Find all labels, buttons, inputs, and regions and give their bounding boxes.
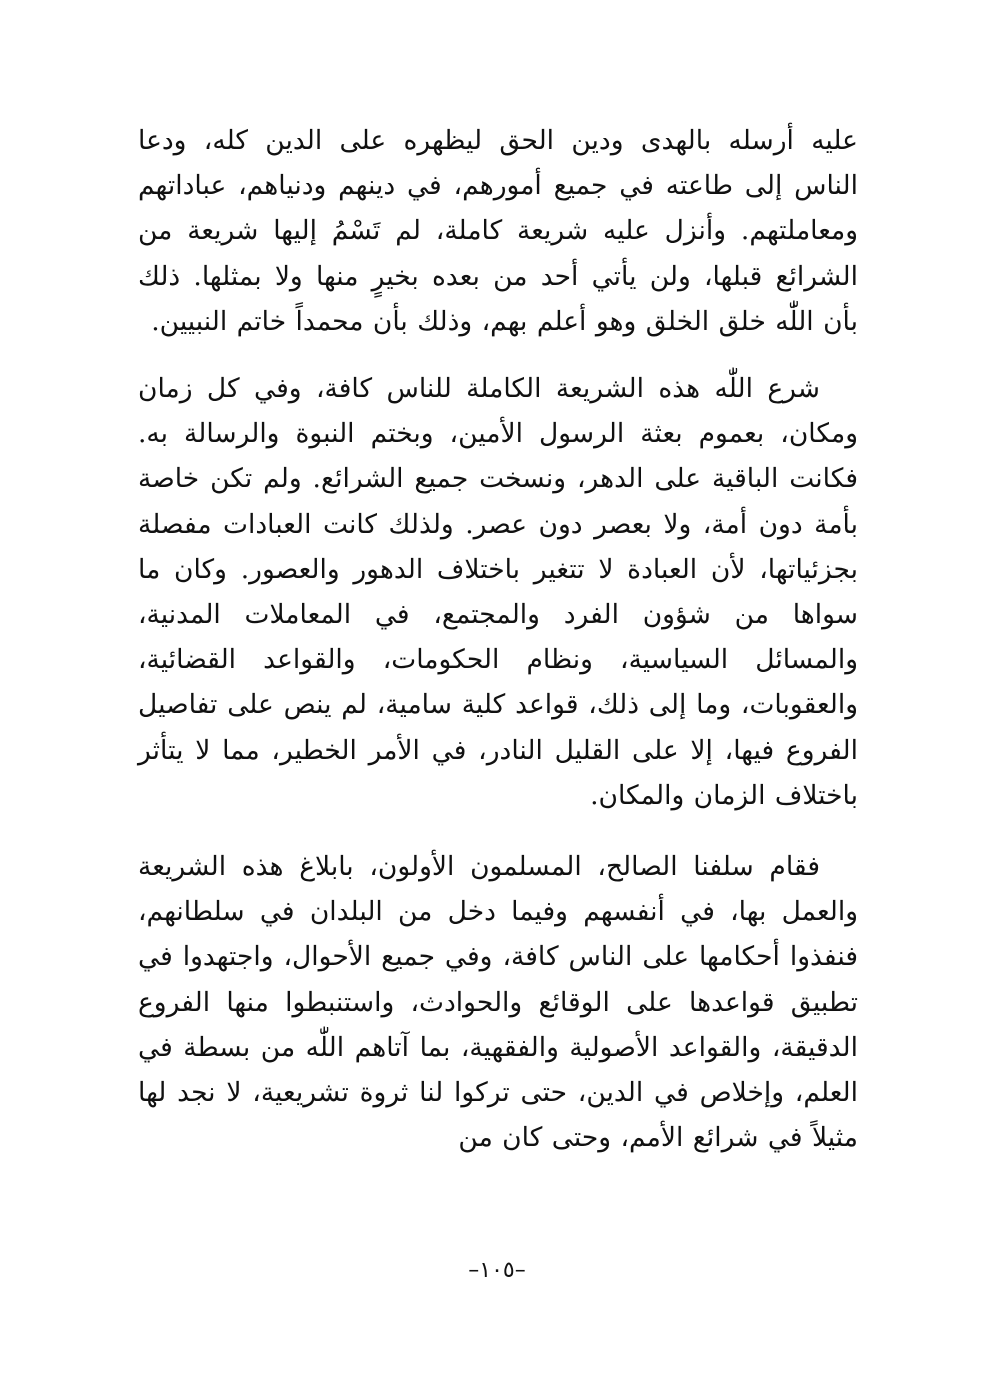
paragraph-2: شرع اللّٰه هذه الشريعة الكاملة للناس كافة، وفي كل زمان ومكان، بعموم بعثة الرسول الأمين، وبختم النبوة والرسالة به. فكانت الباقية على الدهر، ونسخت جميع الشرائع. ولم تكن خاصة بأمة دون أمة، ولا بعصر دون عصر. ولذلك كانت العبادات مفصلة بجزئياتها، لأن العبادة لا تتغير باختلاف الدهور والعصور. وكان ما سواها من شؤون الفرد والمجتمع، في المعاملات المدنية، والمسائل السياسية، ونظام الحكومات، والقواعد القضائية، والعقوبات، وما إلى ذلك، قواعد كلية سامية، لم ينص على تفاصيل الفروع فيها، إلا على القليل النادر، في الأمر الخطير، مما لا يتأثر باختلاف الزمان والمكان. [138,373,858,811]
body-text [138,118,858,1160]
paragraph-1: عليه أرسله بالهدى ودين الحق ليظهره على الدين كله، ودعا الناس إلى طاعته في جميع أمورهم، في دينهم ودنياهم، عباداتهم ومعاملتهم. وأنزل عليه شريعة كاملة، لم تَسْمُ إليها شريعة من الشرائع قبلها، ولن يأتي أحد من بعده بخيرٍ منها ولا بمثلها. ذلك بأن اللّٰه خلق الخلق وهو أعلم بهم، وذلك بأن محمداً خاتم النبيين. [138,125,858,337]
paragraph-3: فقام سلفنا الصالح، المسلمون الأولون، بابلاغ هذه الشريعة والعمل بها، في أنفسهم وفيما دخل من البلدان في سلطانهم، فنفذوا أحكامها على الناس كافة، وفي جميع الأحوال، واجتهدوا في تطبيق قواعدها على الوقائع والحوادث، واستنبطوا منها الفروع الدقيقة، والقواعد الأصولية والفقهية، بما آتاهم اللّٰه من بسطة في العلم، وإخلاص في الدين، حتى تركوا لنا ثروة تشريعية، لا نجد لها مثيلاً في شرائع الأمم، وحتى كان من [138,851,858,1154]
page-number: –١٠٥– [468,1258,526,1283]
